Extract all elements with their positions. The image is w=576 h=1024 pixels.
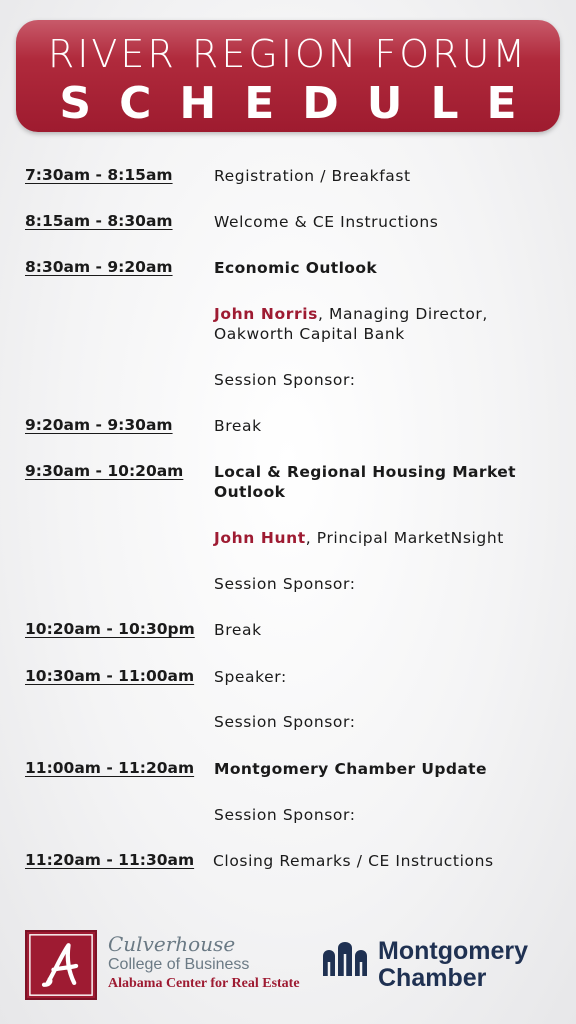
session-sponsor: Session Sponsor: (214, 371, 356, 389)
time-slot: 9:20am - 9:30am (25, 416, 173, 434)
center-name: Alabama Center for Real Estate (108, 976, 300, 991)
session-sponsor: Session Sponsor: (214, 575, 356, 593)
time-slot: 7:30am - 8:15am (25, 166, 173, 184)
session-title: Registration / Breakfast (214, 167, 411, 185)
culverhouse-name: Culverhouse (108, 932, 236, 956)
footer-logos (0, 926, 576, 1006)
speaker-role: , Principal MarketNsight (305, 529, 504, 547)
session-title: Local & Regional Housing Market Outlook (214, 463, 516, 501)
session-sponsor: Session Sponsor: (214, 713, 356, 731)
time-slot: 10:20am - 10:30pm (25, 620, 195, 638)
session-title: Economic Outlook (214, 259, 378, 277)
time-slot: 9:30am - 10:20am (25, 462, 184, 480)
time-slot: 8:15am - 8:30am (25, 212, 173, 230)
session-title: Break (214, 621, 262, 639)
speaker-name: John Hunt (214, 529, 306, 547)
session-title: Break (214, 417, 262, 435)
chamber-wordmark (378, 938, 528, 992)
session-title: Closing Remarks / CE Instructions (213, 852, 494, 870)
session-title: Speaker: (214, 668, 287, 686)
speaker-info (214, 304, 554, 344)
time-slot: 11:00am - 11:20am (25, 759, 195, 777)
speaker-role: , Managing Director, Oakworth Capital Bank (214, 305, 488, 343)
culverhouse-wordmark (108, 932, 300, 992)
time-slot: 8:30am - 9:20am (25, 258, 173, 276)
speaker-name: John Norris (214, 305, 318, 323)
chamber-line2: Chamber (378, 964, 487, 992)
script-a-logo-icon (25, 930, 97, 1000)
session-title: Montgomery Chamber Update (214, 760, 487, 778)
speaker-info (214, 528, 554, 548)
chamber-m-logo-icon (321, 942, 369, 976)
chamber-line1: Montgomery (378, 937, 528, 965)
page-title: RIVER REGION FORUM (47, 32, 529, 76)
time-slot: 11:20am - 11:30am (25, 851, 195, 869)
time-slot: 10:30am - 11:00am (25, 667, 195, 685)
session-sponsor: Session Sponsor: (214, 806, 356, 824)
session-title: Welcome & CE Instructions (214, 213, 439, 231)
page-subtitle: SCHEDULE (59, 78, 545, 129)
header-banner (16, 20, 560, 132)
college-name: College of Business (108, 956, 250, 973)
